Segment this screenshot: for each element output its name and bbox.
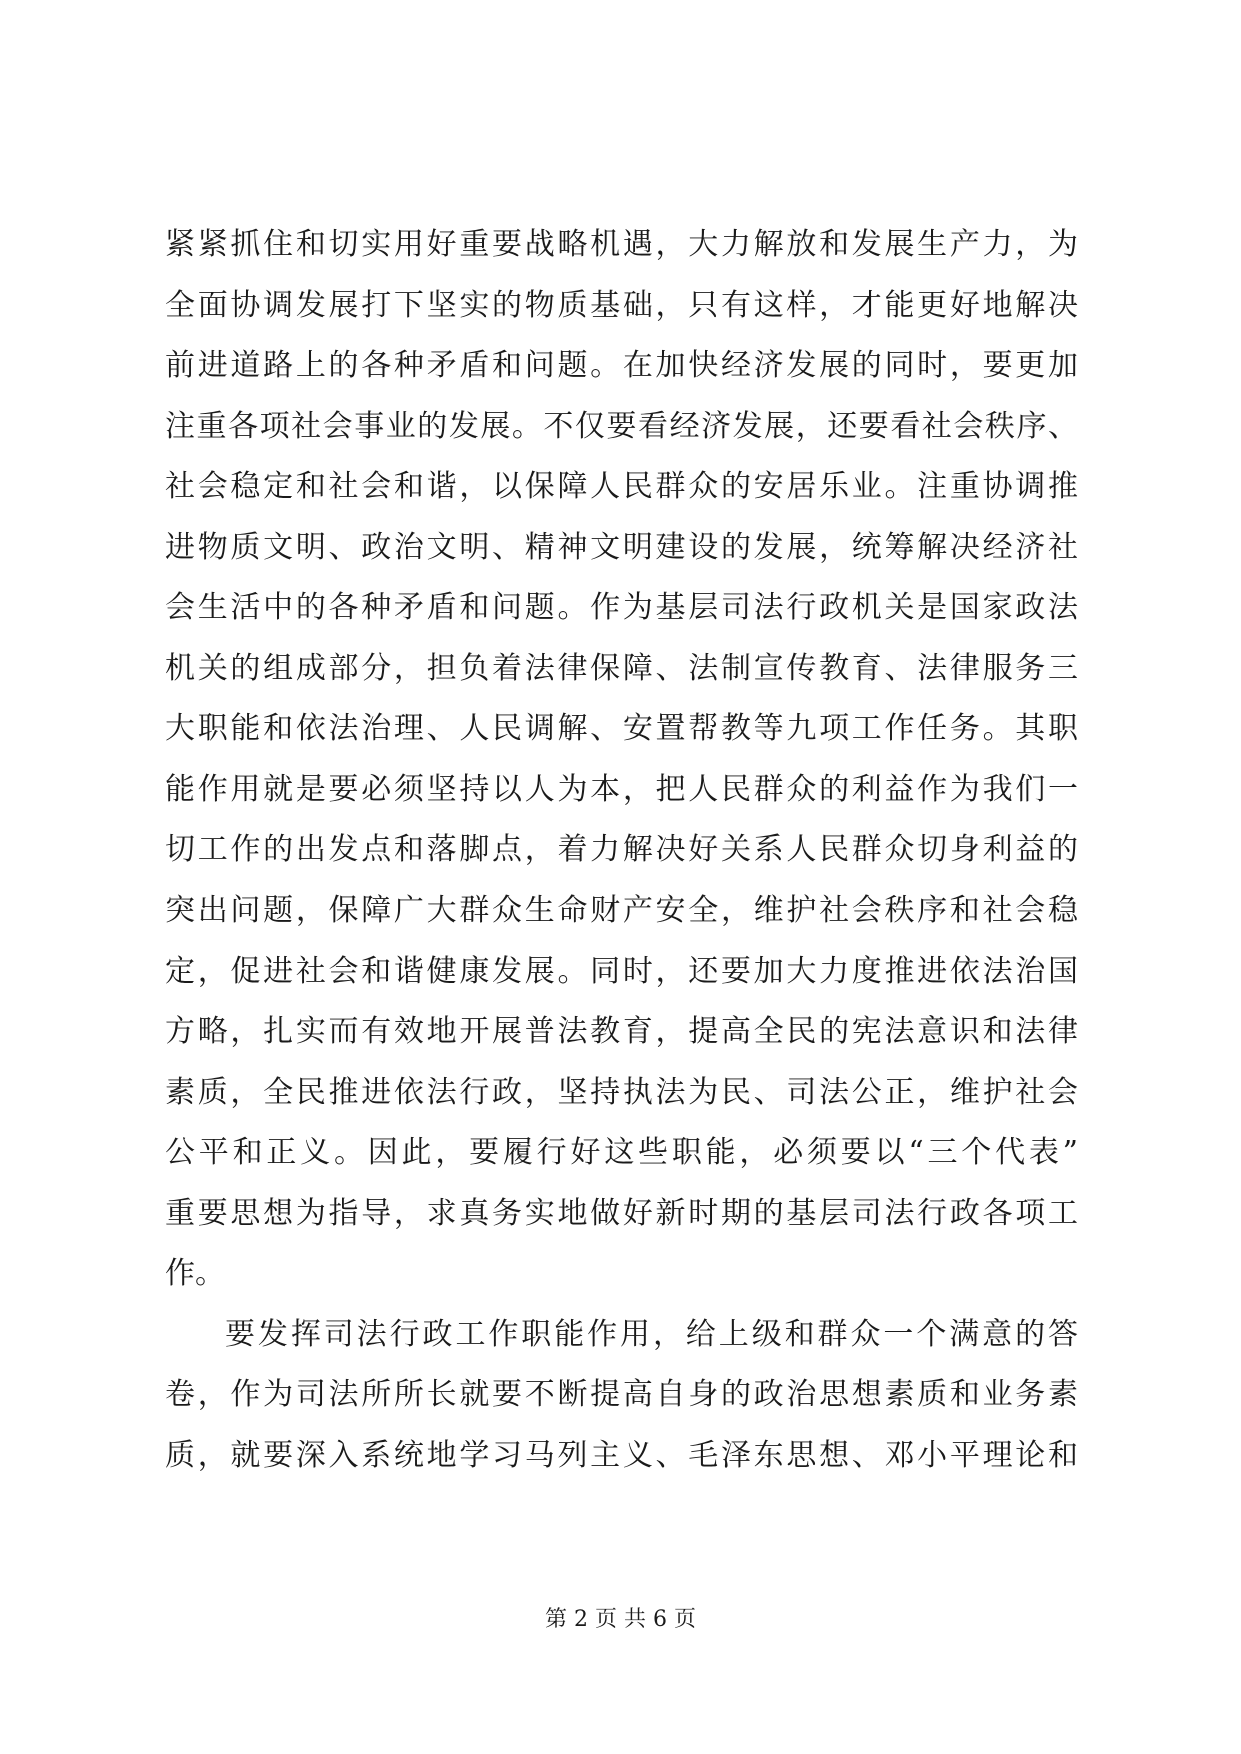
text-line: 注重各项社会事业的发展。不仅要看经济发展，还要看社会秩序、 [165, 408, 1078, 444]
text-line: 突出问题，保障广大群众生命财产安全，维护社会秩序和社会稳 [165, 893, 1078, 929]
text-line: 切工作的出发点和落脚点，着力解决好关系人民群众切身利益的 [165, 832, 1078, 868]
page-number-footer: 第 2 页 共 6 页 [545, 1607, 696, 1632]
paragraph-1 [165, 227, 1078, 1292]
text-line: 方略，扎实而有效地开展普法教育，提高全民的宪法意识和法律 [165, 1014, 1078, 1050]
text-line: 紧紧抓住和切实用好重要战略机遇，大力解放和发展生产力，为 [165, 227, 1078, 262]
paragraph-2 [165, 1316, 1078, 1473]
text-line: 大职能和依法治理、人民调解、安置帮教等九项工作任务。其职 [165, 711, 1078, 747]
text-line: 定，促进社会和谐健康发展。同时，还要加大力度推进依法治国 [165, 953, 1078, 989]
body-text [165, 227, 1078, 1501]
text-line: 能作用就是要必须坚持以人为本，把人民群众的利益作为我们一 [165, 771, 1078, 807]
text-line: 要发挥司法行政工作职能作用，给上级和群众一个满意的答 [225, 1316, 1078, 1352]
text-line: 公平和正义。因此，要履行好这些职能，必须要以“三个代表” [165, 1135, 1078, 1171]
text-line: 机关的组成部分，担负着法律保障、法制宣传教育、法律服务三 [165, 650, 1078, 686]
text-line: 全面协调发展打下坚实的物质基础，只有这样，才能更好地解决 [165, 287, 1078, 323]
text-line: 会生活中的各种矛盾和问题。作为基层司法行政机关是国家政法 [165, 590, 1078, 626]
text-line: 卷，作为司法所所长就要不断提高自身的政治思想素质和业务素 [165, 1377, 1078, 1413]
text-line: 前进道路上的各种矛盾和问题。在加快经济发展的同时，要更加 [165, 348, 1078, 384]
text-line: 质，就要深入系统地学习马列主义、毛泽东思想、邓小平理论和 [165, 1437, 1078, 1473]
text-line: 社会稳定和社会和谐，以保障人民群众的安居乐业。注重协调推 [165, 469, 1078, 505]
text-line: 重要思想为指导，求真务实地做好新时期的基层司法行政各项工 [165, 1195, 1078, 1231]
text-line: 进物质文明、政治文明、精神文明建设的发展，统筹解决经济社 [165, 529, 1078, 565]
text-line: 作。 [165, 1256, 225, 1292]
text-line: 素质，全民推进依法行政，坚持执法为民、司法公正，维护社会 [165, 1074, 1078, 1110]
